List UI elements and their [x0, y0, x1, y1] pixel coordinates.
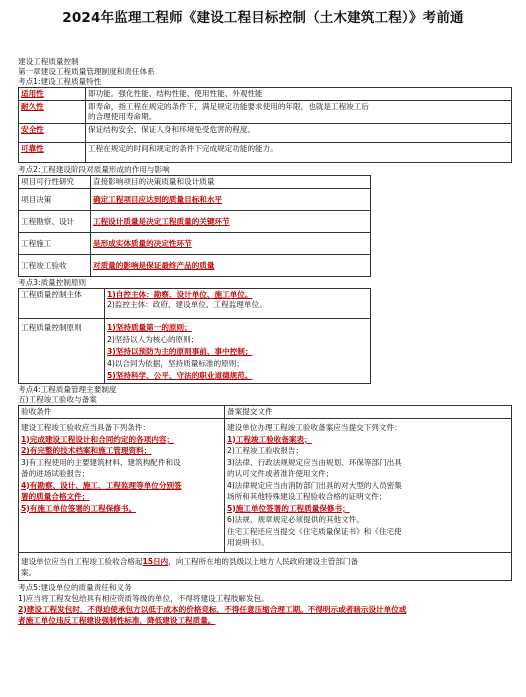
principle-line: 1)坚持质量第一的原则；	[107, 323, 192, 332]
effect-cell: 对质量的影响是保证最终产品的质量	[93, 260, 215, 270]
kp4-table	[18, 405, 512, 581]
kp5-line: 者施工单位违反工程建设强制性标准，降低建设工程质量。	[18, 615, 216, 625]
table-row	[19, 289, 371, 319]
table-row	[19, 189, 371, 211]
document-line: 建设单位办理工程竣工验收备案应当提交下列文件：	[227, 423, 402, 432]
document-line: 6)法规、规章规定必须提供的其他文件。	[227, 515, 364, 524]
table-row	[19, 233, 371, 255]
principle-line: 2)坚持以人为核心的原则；	[107, 335, 199, 344]
document-line: 住宅工程还应当提交《住宅质量保证书》和《住宅使	[227, 526, 402, 536]
desc-cell: 工程在规定的时间和规定的条件下完成规定功能的能力。	[86, 143, 512, 163]
table-row	[19, 176, 371, 189]
term-cell: 可靠性	[21, 144, 44, 153]
table-row	[19, 255, 371, 277]
document-line: 5)施工单位签署的工程质量保修书；	[227, 503, 350, 513]
footer-text: 建设单位应当自工程竣工验收合格起	[21, 556, 143, 566]
document-line: 1)工程竣工验收备案表；	[227, 434, 312, 444]
table-row	[19, 88, 512, 101]
condition-line: 5)有施工单位签署的工程保修书。	[21, 503, 137, 513]
table-row	[19, 552, 512, 580]
condition-line: 署的质量合格文件；	[21, 492, 90, 501]
table-row	[19, 124, 512, 143]
col1-header: 验收条件	[19, 406, 225, 419]
document-line: 2)工程竣工验收报告；	[227, 446, 304, 455]
desc-cell: 保证结构安全、保证人身和环境免受危害的程度。	[86, 124, 512, 143]
stage-cell: 项目决策	[19, 189, 91, 211]
kp3-table	[18, 288, 371, 384]
document-body	[18, 57, 512, 626]
effect-cell: 确定工程项目应达到的质量目标和水平	[93, 194, 223, 204]
table-row	[19, 319, 371, 384]
footer-line	[21, 556, 509, 567]
document-line: 的认可文件或者准许使用文件；	[227, 469, 334, 478]
principle-line: 4)以合同为依据，坚持质量标准的原则；	[107, 359, 244, 368]
condition-line: 2)有完整的技术档案和施工管理资料；	[21, 446, 152, 455]
condition-line: 1)完成建设工程设计和合同约定的各项内容；	[21, 434, 175, 444]
kp4-subtitle: 五)工程竣工验收与备案	[18, 395, 97, 404]
effect-cell: 是形成实体质量的决定性环节	[93, 238, 192, 248]
kp1-table	[18, 87, 512, 163]
footer-line: 案。	[21, 567, 37, 577]
effect-cell: 工程设计质量是决定工程质量的关键环节	[93, 216, 230, 226]
term-cell: 耐久性	[21, 102, 44, 111]
desc-line: 即寿命，指工程在规定的条件下，满足规定功能要求使用的年限，也就是工程竣工后	[88, 102, 369, 111]
footer-text: ，向工程所在地的县级以上地方人民政府建设主管部门备	[168, 556, 359, 566]
desc-line: 的合理使用寿命期。	[88, 112, 157, 121]
kp2-title: 考点2:工程建设阶段对质量形成的作用与影响	[18, 165, 170, 174]
chapter-heading: 第一章建设工程质量管理制度和责任体系	[18, 67, 155, 76]
kp3-title: 考点3:质量控制原则	[18, 278, 87, 287]
kp1-title: 考点1:建设工程质量特性	[18, 77, 102, 86]
document-line: 用说明书》。	[227, 538, 269, 547]
term-cell: 安全性	[21, 125, 44, 134]
effect-cell: 直接影响项目的决策质量和设计质量	[91, 176, 371, 189]
condition-line: 备的进场试验报告；	[21, 469, 90, 478]
table-row	[19, 406, 512, 419]
kp5-line: 2)建设工程发包时，不得迫使承包方以低于成本的价格竞标，不得任意压缩合理工期。不得明示或者暗示设计单位或	[18, 604, 407, 614]
subject-line: 1)自控主体：勘察、设计单位、施工单位。	[107, 290, 253, 299]
condition-line: 3)有工程使用的主要建筑材料、建筑构配件和设	[21, 457, 181, 467]
stage-cell: 工程竣工验收	[19, 255, 91, 277]
subject-line: 2)监控主体：政府、建设单位、工程监理单位。	[107, 300, 267, 309]
kp5-line: 1)应当将工程发包给具有相应资质等级的单位，不得将建设工程肢解发包。	[18, 593, 269, 603]
kp2-table	[18, 175, 371, 277]
footer-days: 15日内	[142, 556, 169, 566]
table-row	[19, 143, 512, 163]
document-line: 场所和其他特殊建设工程验收合格的证明文件；	[227, 492, 387, 501]
col2-header: 备案提交文件	[225, 406, 512, 419]
condition-line: 4)有勘察、设计、施工、工程监理等单位分别签	[21, 480, 182, 490]
section-heading: 建设工程质量控制	[18, 57, 79, 66]
stage-cell: 工程施工	[19, 233, 91, 255]
page-title: 2024年监理工程师《建设工程目标控制（土木建筑工程）》考前通	[62, 10, 464, 26]
principle-line: 3)坚持以预防为主的原则事前、事中控制；	[107, 347, 253, 356]
table-row	[19, 101, 512, 124]
table-row	[19, 419, 512, 553]
document-line: 3)法律、行政法规规定应当由规划、环保等部门出具	[227, 457, 402, 467]
subject-label: 工程质量控制主体	[19, 289, 105, 319]
document-line: 4)法律规定应当由消防部门出具的对大型的人员密集	[227, 480, 402, 490]
principle-label: 工程质量控制原则	[19, 319, 105, 384]
kp5-title: 考点5:建设单位的质量责任和义务	[18, 582, 132, 592]
desc-cell: 即功能。强化性能、结构性能、使用性能、外观性能	[86, 88, 512, 101]
table-row	[19, 211, 371, 233]
condition-line: 建设工程竣工验收应当具备下列条件：	[21, 423, 151, 432]
kp4-title: 考点4:工程质量管理主要制度	[18, 385, 117, 394]
principle-line: 5)坚持科学、公平、守法的职业道德规范。	[107, 371, 253, 380]
stage-cell: 项目可行性研究	[19, 176, 91, 189]
term-cell: 适用性	[21, 89, 44, 98]
stage-cell: 工程勘察、设计	[19, 211, 91, 233]
